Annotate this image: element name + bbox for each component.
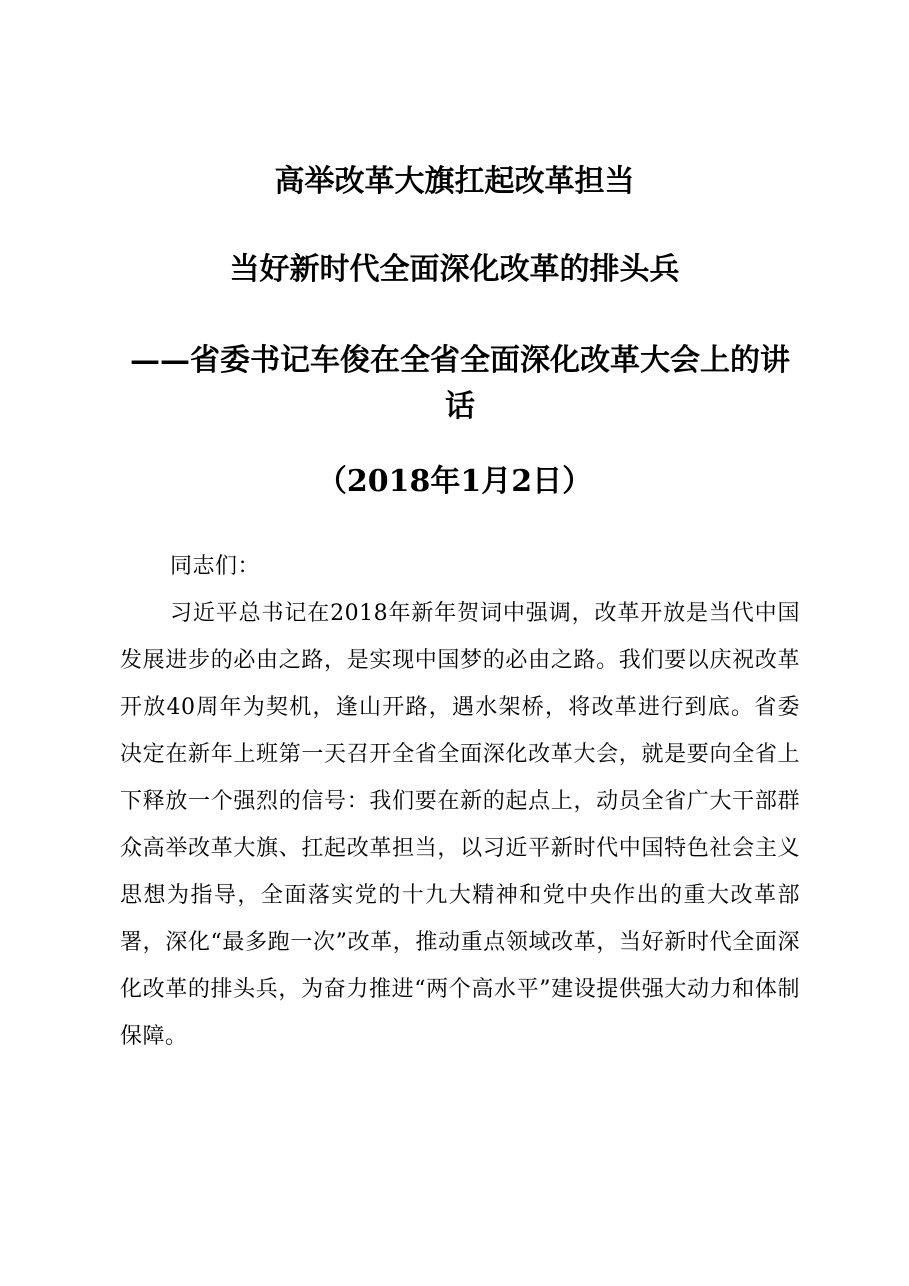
greeting: 同志们：: [170, 554, 261, 579]
title-line-2: 当好新时代全面深化改革的排头兵: [229, 252, 680, 287]
subtitle: ——省委书记车俊在全省全面深化改革大会上的讲话: [130, 343, 790, 424]
date-line: （2018年1月2日）: [316, 464, 593, 499]
title-line-1: 高举改革大旗扛起改革担当: [274, 164, 635, 199]
body-paragraph: 习近平总书记在2018年新年贺词中强调，改革开放是当代中国发展进步的必由之路，是实现中国梦的必由之路。我们要以庆祝改革开放40周年为契机，逢山开路，遇水架桥，将改革进行到底。省委决定在新年上班第一天召开全省全面深化改革大会，就是要向全省上下释放一个强烈的信号：我们要在新的起点上，动员全省广大干部群众高举改革大旗、扛起改革担当，以习近平新时代中国特色社会主义思想为指导，全面落实党的十九大精神和党中央作出的重大改革部署，深化“最多跑一次”改革，推动重点领域改革，当好新时代全面深化改革的排头兵，为奋力推进“两个高水平”建设提供强大动力和体制保障。: [120, 601, 800, 1049]
